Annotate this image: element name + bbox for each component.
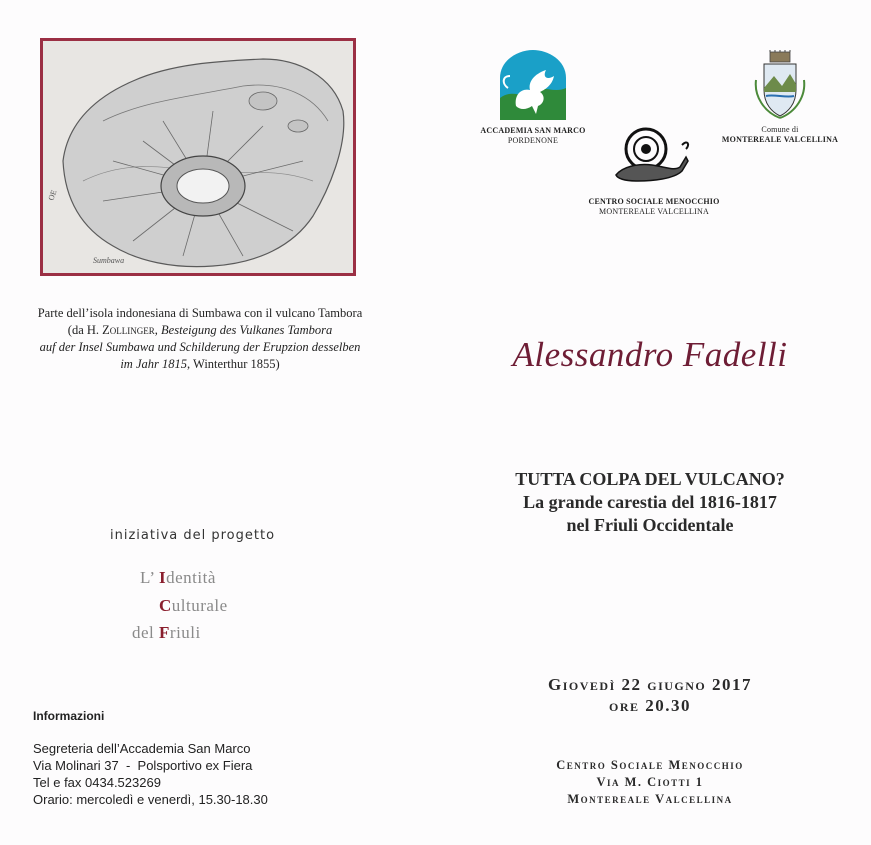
event-time: ore 20.30 <box>608 696 691 715</box>
project-line-2 <box>159 596 228 616</box>
project-l3-prefix: del <box>132 623 160 642</box>
map-illustration <box>43 41 353 273</box>
event-datetime <box>500 674 800 716</box>
caption-line-3 <box>10 339 390 356</box>
project-l2-rest: ulturale <box>171 596 228 615</box>
volcano-map-image <box>40 38 356 276</box>
map-label-1: OE <box>46 188 59 202</box>
winged-lion-logo-icon <box>488 48 578 122</box>
comune-name: MONTEREALE VALCELLINA <box>721 135 839 144</box>
accademia-city: PORDENONE <box>507 136 559 145</box>
caption-separator: , <box>154 323 162 337</box>
author-name: Alessandro Fadelli <box>512 335 788 374</box>
project-l3-initial: F <box>159 623 170 642</box>
caption-author: Zollinger <box>102 323 155 337</box>
caption-line-4 <box>10 356 390 373</box>
map-caption <box>10 305 390 373</box>
accademia-name: ACCADEMIA SAN MARCO <box>480 126 586 135</box>
project-l1-rest: dentità <box>166 568 216 587</box>
caption-line-2 <box>10 322 390 339</box>
project-line-3 <box>132 623 201 643</box>
project-l2-initial: C <box>159 596 172 615</box>
project-l3-rest: riuli <box>169 623 201 642</box>
venue-name: Centro Sociale Menocchio <box>556 758 744 772</box>
snail-logo-icon <box>612 127 692 191</box>
info-phone: Tel e fax 0434.523269 <box>33 775 161 790</box>
project-l1-prefix: L’ <box>140 568 159 587</box>
title-line-1: TUTTA COLPA DEL VULCANO? <box>515 469 785 489</box>
comune-label <box>718 125 842 145</box>
caption-book-title-3: im Jahr 1815 <box>120 357 187 371</box>
info-hours: Orario: mercoledì e venerdì, 15.30-18.30 <box>33 792 268 807</box>
comune-prefix: Comune di <box>761 125 799 134</box>
info-address: Via Molinari 37 - Polsportivo ex Fiera <box>33 758 253 773</box>
accademia-logo <box>488 48 578 122</box>
event-venue <box>500 757 800 808</box>
info-heading: Informazioni <box>33 709 105 723</box>
caption-book-title-2: auf der Insel Sumbawa und Schilderung der Erupzion desselben <box>39 340 361 354</box>
project-intro: iniziativa del progetto <box>110 528 276 543</box>
map-label-2: Sumbawa <box>93 256 125 265</box>
caption-publication: , Winterthur 1855) <box>187 357 280 371</box>
project-line-1 <box>140 568 216 588</box>
caption-line-1: Parte dell’isola indonesiana di Sumbawa con il vulcano Tambora <box>37 306 363 320</box>
venue-town: Montereale Valcellina <box>567 792 733 806</box>
event-date: Giovedì 22 giugno 2017 <box>548 675 752 694</box>
project-l1-initial: I <box>158 568 167 587</box>
caption-book-title-1: Besteigung des Vulkanes Tambora <box>161 323 333 337</box>
venue-address: Via M. Ciotti 1 <box>596 775 704 789</box>
caption-prefix: (da H. <box>67 323 103 337</box>
lecture-title <box>460 468 840 537</box>
title-line-3: nel Friuli Occidentale <box>566 515 734 535</box>
centro-city: MONTEREALE VALCELLINA <box>599 207 709 216</box>
info-office: Segreteria dell’Accademia San Marco <box>33 741 251 756</box>
centro-name: CENTRO SOCIALE MENOCCHIO <box>588 197 720 206</box>
info-body <box>33 740 268 808</box>
centro-label <box>586 197 722 217</box>
comune-logo <box>750 50 810 122</box>
accademia-label <box>470 126 596 146</box>
centro-logo <box>612 127 692 191</box>
title-line-2: La grande carestia del 1816-1817 <box>523 492 777 512</box>
coat-of-arms-icon <box>750 50 810 122</box>
